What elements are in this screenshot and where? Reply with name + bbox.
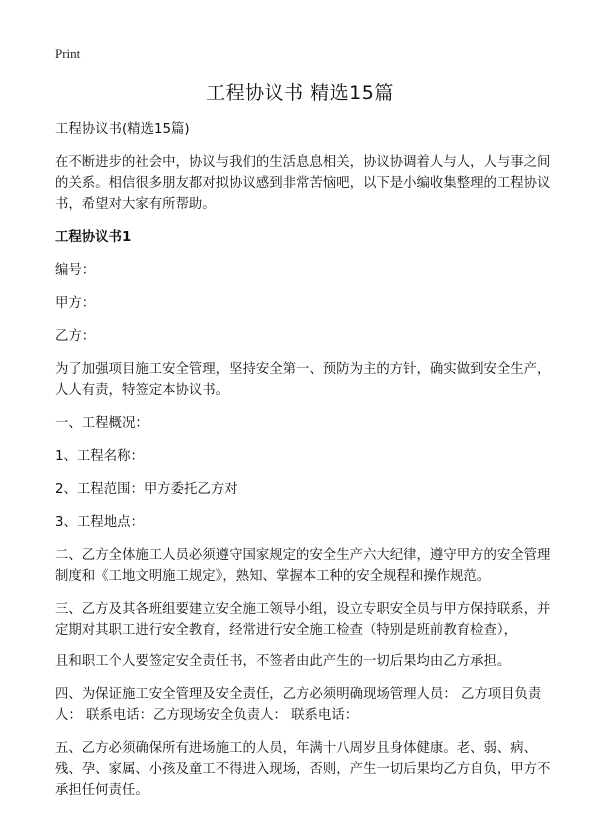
project-location-field: 3、工程地点： [55, 515, 144, 530]
overview-heading: 一、工程概况： [55, 416, 149, 431]
document-body [55, 119, 555, 813]
purpose-paragraph: 为了加强项目施工安全管理，坚持安全第一、预防为主的方针，确实做到安全生产，人人有责，特签定本协议书。 [55, 362, 551, 398]
field-party-a: 甲方： [55, 296, 96, 311]
field-party-b: 乙方： [55, 329, 96, 344]
clause-4-paragraph: 四、为保证施工安全管理及安全责任，乙方必须明确现场管理人员： 乙方项目负责人： 联系电话：乙方现场安全负责人： 联系电话： [55, 687, 542, 723]
project-name-field: 1、工程名称： [55, 449, 144, 464]
section-heading: 工程协议书1 [55, 230, 132, 245]
page-title: 工程协议书 精选15篇 [206, 82, 394, 104]
print-link[interactable]: Print [55, 46, 81, 61]
clause-3-paragraph: 三、乙方及其各班组要建立安全施工领导小组，设立专职安全员与甲方保持联系，并定期对其职工进行安全教育，经常进行安全施工检查（特别是班前教育检查）， [55, 602, 551, 638]
intro-paragraph: 在不断进步的社会中，协议与我们的生活息息相关，协议协调着人与人，人与事之间的关系。相信很多朋友都对拟协议感到非常苦恼吧，以下是小编收集整理的工程协议书，希望对大家有所帮助。 [55, 155, 551, 212]
clause-3-continuation: 且和职工个人要签定安全责任书，不签者由此产生的一切后果均由乙方承担。 [55, 654, 511, 669]
clause-2-paragraph: 二、乙方全体施工人员必须遵守国家规定的安全生产六大纪律，遵守甲方的安全管理制度和《工地文明施工规定》，熟知、掌握本工种的安全规程和操作规范。 [55, 548, 551, 584]
document-subtitle: 工程协议书(精选15篇) [55, 122, 190, 137]
field-number: 编号： [55, 263, 96, 278]
clause-5-paragraph: 五、乙方必须确保所有进场施工的人员，年满十八周岁且身体健康。老、弱、病、残、孕、家属、小孩及童工不得进入现场，否则，产生一切后果均乙方自负，甲方不承担任何责任。 [55, 741, 551, 798]
project-scope-field: 2、工程范围：甲方委托乙方对 [55, 482, 238, 497]
